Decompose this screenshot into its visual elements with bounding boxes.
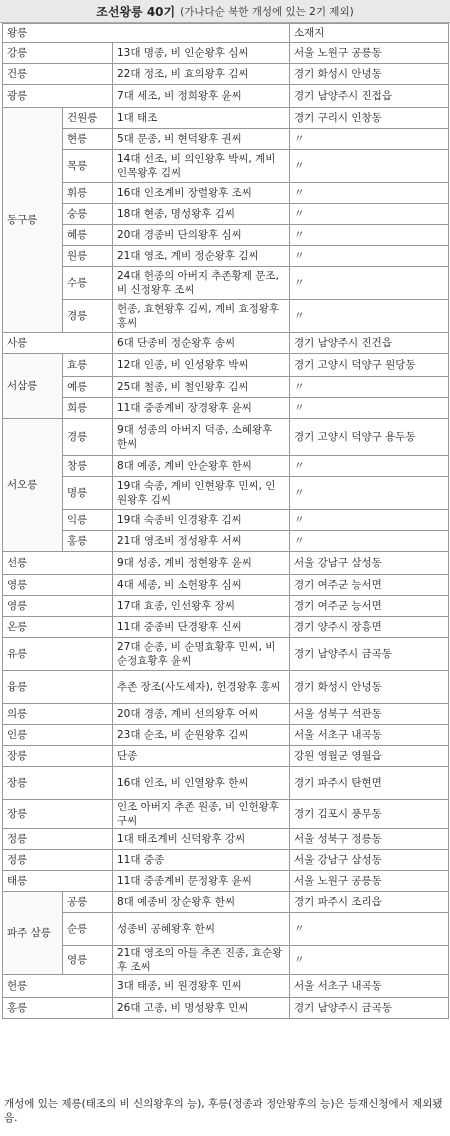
buried-cell: 20대 경종비 단의왕후 심씨 bbox=[113, 225, 290, 246]
table-row bbox=[3, 638, 449, 671]
buried-cell: 6대 단종비 정순왕후 송씨 bbox=[113, 333, 290, 354]
location-cell: 경기 남양주시 진접읍 bbox=[290, 85, 449, 108]
table-row bbox=[3, 829, 449, 850]
buried-cell: 25대 철종, 비 철인왕후 김씨 bbox=[113, 377, 290, 398]
sub-tomb-cell: 명릉 bbox=[63, 477, 113, 510]
buried-cell: 헌종, 효현왕후 김씨, 계비 효정왕후 홍씨 bbox=[113, 300, 290, 333]
group-name-cell: 서삼릉 bbox=[3, 354, 63, 419]
group-name-cell: 파주 삼릉 bbox=[3, 892, 63, 975]
tomb-name-cell: 융릉 bbox=[3, 671, 113, 704]
table-row bbox=[3, 892, 449, 913]
buried-cell: 8대 예종, 계비 안순왕후 한씨 bbox=[113, 456, 290, 477]
tomb-name-cell: 선릉 bbox=[3, 552, 113, 575]
buried-cell: 1대 태조계비 신덕왕후 강씨 bbox=[113, 829, 290, 850]
location-cell: 〃 bbox=[290, 946, 449, 975]
title-subtitle: (가나다순 북한 개성에 있는 2기 제외) bbox=[180, 5, 354, 18]
location-cell: 〃 bbox=[290, 477, 449, 510]
location-cell: 서울 노원구 공릉동 bbox=[290, 43, 449, 64]
buried-cell: 1대 태조 bbox=[113, 108, 290, 129]
location-cell: 서울 서초구 내곡동 bbox=[290, 975, 449, 998]
sub-tomb-cell: 수릉 bbox=[63, 267, 113, 300]
group-name-cell: 동구릉 bbox=[3, 108, 63, 333]
tomb-name-cell: 의릉 bbox=[3, 704, 113, 725]
table-row bbox=[3, 725, 449, 746]
buried-cell: 3대 태종, 비 원경왕후 민씨 bbox=[113, 975, 290, 998]
sub-tomb-cell: 영릉 bbox=[63, 946, 113, 975]
table-row bbox=[3, 552, 449, 575]
table-row bbox=[3, 456, 449, 477]
location-cell: 〃 bbox=[290, 246, 449, 267]
sub-tomb-cell: 현릉 bbox=[63, 129, 113, 150]
tomb-name-cell: 영릉 bbox=[3, 596, 113, 617]
buried-cell: 18대 현종, 명성왕후 김씨 bbox=[113, 204, 290, 225]
location-cell: 〃 bbox=[290, 204, 449, 225]
table-row bbox=[3, 746, 449, 767]
table-row bbox=[3, 704, 449, 725]
location-cell: 경기 고양시 덕양구 원당동 bbox=[290, 354, 449, 377]
sub-tomb-cell: 희릉 bbox=[63, 398, 113, 419]
group-name-cell: 서오릉 bbox=[3, 419, 63, 552]
sub-tomb-cell: 창릉 bbox=[63, 456, 113, 477]
buried-cell: 20대 경종, 계비 선의왕후 어씨 bbox=[113, 704, 290, 725]
tomb-name-cell: 영릉 bbox=[3, 575, 113, 596]
table-row bbox=[3, 596, 449, 617]
table-row bbox=[3, 267, 449, 300]
header-name: 왕릉 bbox=[3, 24, 290, 43]
table-row bbox=[3, 398, 449, 419]
buried-cell: 11대 중종비 단경왕후 신씨 bbox=[113, 617, 290, 638]
buried-cell: 11대 중종계비 문정왕후 윤씨 bbox=[113, 871, 290, 892]
location-cell: 〃 bbox=[290, 150, 449, 183]
table-row bbox=[3, 800, 449, 829]
sub-tomb-cell: 효릉 bbox=[63, 354, 113, 377]
tomb-name-cell: 정릉 bbox=[3, 829, 113, 850]
table-row bbox=[3, 204, 449, 225]
table-row bbox=[3, 671, 449, 704]
buried-cell: 21대 영조의 아들 추존 진종, 효순왕후 조씨 bbox=[113, 946, 290, 975]
table-row bbox=[3, 108, 449, 129]
location-cell: 〃 bbox=[290, 456, 449, 477]
table-row bbox=[3, 871, 449, 892]
location-cell: 서울 성북구 정릉동 bbox=[290, 829, 449, 850]
tomb-name-cell: 인릉 bbox=[3, 725, 113, 746]
buried-cell: 19대 숙종비 인경왕후 김씨 bbox=[113, 510, 290, 531]
tomb-name-cell: 사릉 bbox=[3, 333, 113, 354]
location-cell: 경기 여주군 능서면 bbox=[290, 596, 449, 617]
location-cell: 〃 bbox=[290, 225, 449, 246]
buried-cell: 성종비 공혜왕후 한씨 bbox=[113, 913, 290, 946]
sub-tomb-cell: 건원릉 bbox=[63, 108, 113, 129]
buried-cell: 17대 효종, 인선왕후 장씨 bbox=[113, 596, 290, 617]
buried-cell: 11대 중종 bbox=[113, 850, 290, 871]
sub-tomb-cell: 홍릉 bbox=[63, 531, 113, 552]
table-row bbox=[3, 850, 449, 871]
buried-cell: 단종 bbox=[113, 746, 290, 767]
buried-cell: 8대 예종비 장순왕후 한씨 bbox=[113, 892, 290, 913]
location-cell: 서울 강남구 삼성동 bbox=[290, 850, 449, 871]
sub-tomb-cell: 공릉 bbox=[63, 892, 113, 913]
buried-cell: 16대 인조, 비 인열왕후 한씨 bbox=[113, 767, 290, 800]
tomb-name-cell: 정릉 bbox=[3, 850, 113, 871]
table-row bbox=[3, 183, 449, 204]
buried-cell: 추존 장조(사도세자), 헌경왕후 홍씨 bbox=[113, 671, 290, 704]
location-cell: 서울 강남구 삼성동 bbox=[290, 552, 449, 575]
buried-cell: 21대 영조, 계비 정순왕후 김씨 bbox=[113, 246, 290, 267]
location-cell: 〃 bbox=[290, 398, 449, 419]
location-cell: 〃 bbox=[290, 510, 449, 531]
sub-tomb-cell: 목릉 bbox=[63, 150, 113, 183]
table-title bbox=[0, 0, 450, 23]
buried-cell: 7대 세조, 비 정희왕후 윤씨 bbox=[113, 85, 290, 108]
header-row bbox=[3, 24, 449, 43]
buried-cell: 26대 고종, 비 명성왕후 민씨 bbox=[113, 998, 290, 1019]
table-row bbox=[3, 913, 449, 946]
header-location: 소재지 bbox=[290, 24, 449, 43]
buried-cell: 13대 명종, 비 인순왕후 심씨 bbox=[113, 43, 290, 64]
tomb-name-cell: 강릉 bbox=[3, 43, 113, 64]
buried-cell: 12대 인종, 비 인성왕후 박씨 bbox=[113, 354, 290, 377]
buried-cell: 인조 아버지 추존 원종, 비 인헌왕후 구씨 bbox=[113, 800, 290, 829]
sub-tomb-cell: 익릉 bbox=[63, 510, 113, 531]
location-cell: 〃 bbox=[290, 531, 449, 552]
buried-cell: 4대 세종, 비 소헌왕후 심씨 bbox=[113, 575, 290, 596]
location-cell: 경기 양주시 장흥면 bbox=[290, 617, 449, 638]
table-row bbox=[3, 354, 449, 377]
sub-tomb-cell: 숭릉 bbox=[63, 204, 113, 225]
location-cell: 〃 bbox=[290, 913, 449, 946]
location-cell: 〃 bbox=[290, 183, 449, 204]
location-cell: 경기 파주시 조리읍 bbox=[290, 892, 449, 913]
tomb-name-cell: 건릉 bbox=[3, 64, 113, 85]
location-cell: 〃 bbox=[290, 267, 449, 300]
location-cell: 서울 서초구 내곡동 bbox=[290, 725, 449, 746]
table-row bbox=[3, 477, 449, 510]
table-row bbox=[3, 300, 449, 333]
location-cell: 경기 남양주시 금곡동 bbox=[290, 998, 449, 1019]
tomb-name-cell: 장릉 bbox=[3, 800, 113, 829]
sub-tomb-cell: 경릉 bbox=[63, 300, 113, 333]
table-row bbox=[3, 998, 449, 1019]
table-row bbox=[3, 150, 449, 183]
location-cell: 경기 여주군 능서면 bbox=[290, 575, 449, 596]
location-cell: 경기 파주시 탄현면 bbox=[290, 767, 449, 800]
table-row bbox=[3, 333, 449, 354]
tomb-name-cell: 광릉 bbox=[3, 85, 113, 108]
table-row bbox=[3, 85, 449, 108]
sub-tomb-cell: 순릉 bbox=[63, 913, 113, 946]
location-cell: 〃 bbox=[290, 129, 449, 150]
table-row bbox=[3, 510, 449, 531]
table-row bbox=[3, 617, 449, 638]
tomb-name-cell: 홍릉 bbox=[3, 998, 113, 1019]
location-cell: 경기 화성시 안녕동 bbox=[290, 671, 449, 704]
buried-cell: 27대 순종, 비 순명효황후 민씨, 비 순정효황후 윤씨 bbox=[113, 638, 290, 671]
buried-cell: 21대 영조비 정성왕후 서씨 bbox=[113, 531, 290, 552]
location-cell: 경기 화성시 안녕동 bbox=[290, 64, 449, 85]
location-cell: 서울 성북구 석관동 bbox=[290, 704, 449, 725]
buried-cell: 11대 중종계비 장경왕후 윤씨 bbox=[113, 398, 290, 419]
table-row bbox=[3, 575, 449, 596]
location-cell: 〃 bbox=[290, 300, 449, 333]
buried-cell: 24대 헌종의 아버지 추존황제 문조, 비 신정왕후 조씨 bbox=[113, 267, 290, 300]
title-main: 조선왕릉 40기 bbox=[96, 4, 176, 19]
location-cell: 경기 남양주시 금곡동 bbox=[290, 638, 449, 671]
tomb-name-cell: 장릉 bbox=[3, 767, 113, 800]
table-row bbox=[3, 419, 449, 456]
table-row bbox=[3, 946, 449, 975]
table-row bbox=[3, 377, 449, 398]
table-row bbox=[3, 767, 449, 800]
table-row bbox=[3, 531, 449, 552]
buried-cell: 19대 숙종, 계비 인현왕후 민씨, 인원왕후 김씨 bbox=[113, 477, 290, 510]
table-row bbox=[3, 64, 449, 85]
tomb-name-cell: 유릉 bbox=[3, 638, 113, 671]
sub-tomb-cell: 예릉 bbox=[63, 377, 113, 398]
buried-cell: 9대 성종, 계비 정현왕후 윤씨 bbox=[113, 552, 290, 575]
tomb-name-cell: 헌릉 bbox=[3, 975, 113, 998]
buried-cell: 9대 성종의 아버지 덕종, 소혜왕후 한씨 bbox=[113, 419, 290, 456]
table-row bbox=[3, 225, 449, 246]
buried-cell: 5대 문종, 비 현덕왕후 권씨 bbox=[113, 129, 290, 150]
sub-tomb-cell: 경릉 bbox=[63, 419, 113, 456]
location-cell: 〃 bbox=[290, 377, 449, 398]
table-row bbox=[3, 129, 449, 150]
location-cell: 경기 고양시 덕양구 용두동 bbox=[290, 419, 449, 456]
location-cell: 서울 노원구 공릉동 bbox=[290, 871, 449, 892]
location-cell: 경기 구리시 인창동 bbox=[290, 108, 449, 129]
location-cell: 경기 김포시 풍무동 bbox=[290, 800, 449, 829]
footnote: 개성에 있는 제릉(태조의 비 신의왕후의 능), 후릉(정종과 정안왕후의 능)은 등재신청에서 제외됐음. bbox=[4, 1098, 443, 1124]
buried-cell: 14대 선조, 비 의인왕후 박씨, 계비 인목왕후 김씨 bbox=[113, 150, 290, 183]
sub-tomb-cell: 원릉 bbox=[63, 246, 113, 267]
buried-cell: 16대 인조계비 장렬왕후 조씨 bbox=[113, 183, 290, 204]
buried-cell: 22대 정조, 비 효의왕후 김씨 bbox=[113, 64, 290, 85]
tomb-name-cell: 장릉 bbox=[3, 746, 113, 767]
sub-tomb-cell: 혜릉 bbox=[63, 225, 113, 246]
tomb-name-cell: 태릉 bbox=[3, 871, 113, 892]
tomb-table bbox=[2, 23, 449, 1019]
location-cell: 경기 남양주시 진건읍 bbox=[290, 333, 449, 354]
table-row bbox=[3, 43, 449, 64]
sub-tomb-cell: 휘릉 bbox=[63, 183, 113, 204]
buried-cell: 23대 순조, 비 순원왕후 김씨 bbox=[113, 725, 290, 746]
tomb-name-cell: 온릉 bbox=[3, 617, 113, 638]
table-row bbox=[3, 975, 449, 998]
table-row bbox=[3, 246, 449, 267]
location-cell: 강원 영월군 영월읍 bbox=[290, 746, 449, 767]
